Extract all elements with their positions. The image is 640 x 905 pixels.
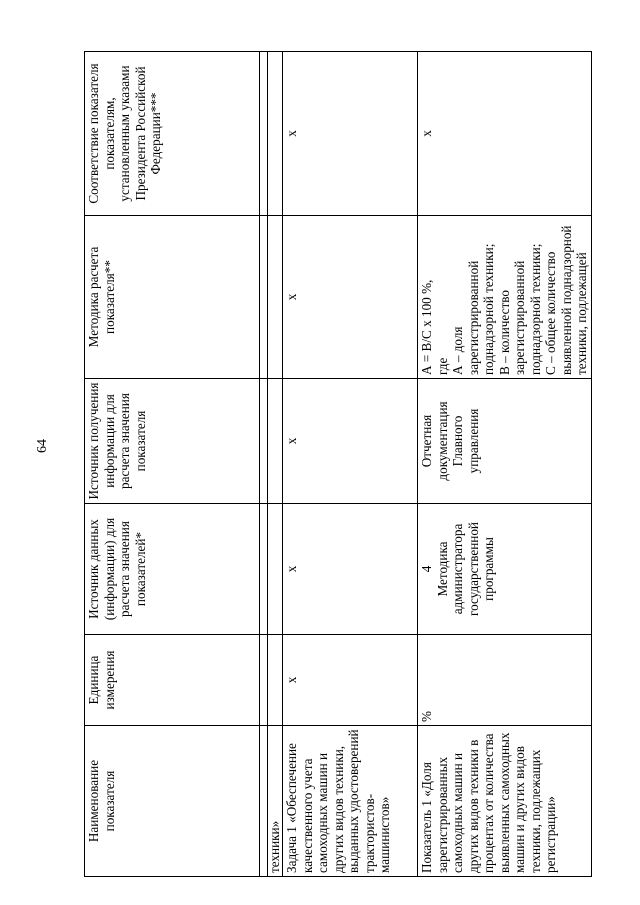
method-where: где xyxy=(434,357,450,375)
header-unit: Единица измерения xyxy=(85,635,260,726)
table-row xyxy=(268,52,283,877)
indicator-unit: % xyxy=(418,635,592,726)
indicator-table-rotated xyxy=(84,52,589,877)
indicator-conformity: х xyxy=(418,52,592,216)
continuation-text: техники» xyxy=(268,726,283,877)
table-row xyxy=(260,52,268,877)
task-info-source: х xyxy=(283,379,418,504)
indicator-table xyxy=(84,51,592,877)
table-row-task xyxy=(283,52,418,877)
method-formula: А = В/С х 100 %, xyxy=(419,279,434,375)
indicator-method xyxy=(418,216,592,379)
header-indicator-name: Наименование показателя xyxy=(85,726,260,877)
task-name: Задача 1 «Обеспечение качественного учета самоходных машин и других видов техники, выданных удостоверений трактористов-машинистов» xyxy=(283,726,418,877)
indicator-data-source xyxy=(418,504,592,635)
task-method: х xyxy=(283,216,418,379)
data-source-code: 4 xyxy=(419,565,434,573)
method-def-c: С – общее количество выявленной поднадзорной техники, подлежащей xyxy=(543,225,589,375)
task-data-source: х xyxy=(283,504,418,635)
indicator-info-source: Отчетная документация Главного управления xyxy=(418,379,592,504)
data-source-text: Методика администратора государственной программы xyxy=(434,522,496,616)
header-data-source: Источник данных (информации) для расчета значения показателей* xyxy=(85,504,260,635)
header-method: Методика расчета показателя** xyxy=(85,216,260,379)
method-def-a: А – доля зарегистрированной поднадзорной техники; xyxy=(450,243,496,375)
page-number: 64 xyxy=(35,439,50,453)
task-conformity: х xyxy=(283,52,418,216)
method-def-b: В – количество зарегистрированной поднадзорной техники; xyxy=(496,243,543,375)
table-row-indicator xyxy=(418,52,592,877)
task-unit: х xyxy=(283,635,418,726)
indicator-name: Показатель 1 «Доля зарегистрированных самоходных машин и других видов техники в процентах от количества выявленных самоходных машин и других видов техники, подлежащих регистрации» xyxy=(418,726,592,877)
header-info-source: Источник получения информации для расчета значения показателя xyxy=(85,379,260,504)
table-header-row xyxy=(85,52,260,877)
header-conformity: Соответствие показателя показателям, установленным указами Президента Российской Федерации*** xyxy=(85,52,260,216)
